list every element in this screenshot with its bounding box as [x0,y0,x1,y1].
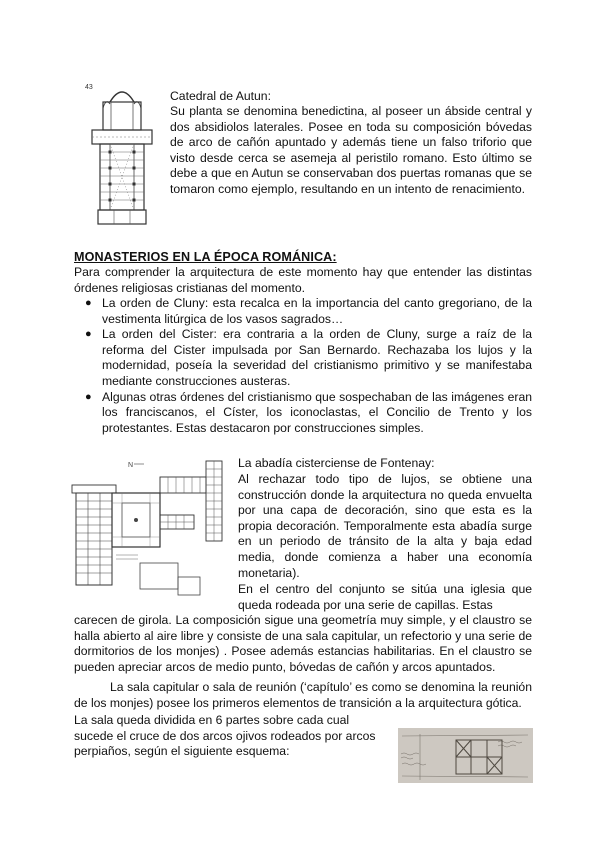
bullet-dot: ● [85,328,92,341]
bullet-dot: ● [85,390,92,403]
autun-title: Catedral de Autun: [170,89,271,103]
autun-floor-plan-image [84,80,160,228]
sala-division-paragraph: La sala queda dividida en 6 partes sobre cada cual sucede el cruce de dos arcos ojivos rodeados por arcos perpiaños, según el siguiente esquema: [74,713,376,759]
autun-description: Su planta se denomina benedictina, al poseer un ábside central y dos absidiolos laterales. Posee en toda su composición bóvedas de arco de cañón apuntado y además tiene un falso triforio que visto desde cerca se asemeja al peristilo romano. Esto último se debe a que en Autun se conservaban dos puertas romanas que se tomaron como ejemplo, resultando en un intento de renacimiento. [170,104,532,196]
list-item-other-orders [74,390,532,437]
vault-sketch-image [398,728,533,783]
monasterios-heading: MONASTERIOS EN LA ÉPOCA ROMÁNICA: [74,250,337,264]
fontenay-paragraph-2-rest: carecen de girola. La composición sigue una geometría muy simple, y el claustro se halla abierto al aire libre y consiste de una sala capitular, un refectorio y una serie de dormitorios de los monjes) . Posee además estancias habilitarias. En el claustro se pueden apreciar arcos de medio punto, bóvedas de cañón y arcos apuntados. [74,613,532,674]
north-label: N [128,462,134,469]
fontenay-title: La abadía cisterciense de Fontenay: [238,456,435,470]
list-item-text: La orden del Cister: era contraria a la orden de Cluny, surge a raíz de la reforma del Cister impulsada por San Bernardo. Rechazaba los lujos y la modernidad, poseía la severidad del cristianismo primitivo y se manifestaba mediante construcciones austeras. [102,327,532,388]
orders-list [74,296,532,436]
sala-capitular-paragraph: La sala capitular o sala de reunión (‘capítulo’ es como se denomina la reunión de los monjes) posee los primeros elementos de transición a la arquitectura gótica. [74,680,532,710]
list-item-cister [74,327,532,389]
list-item-text: La orden de Cluny: esta recalca en la importancia del canto gregoriano, de la vestimenta litúrgica de los vasos sagrados… [102,296,532,326]
autun-plan-label: 43 [85,84,93,91]
bullet-dot: ● [85,297,92,309]
fontenay-abbey-plan-image [70,455,230,601]
fontenay-paragraph-1: Al rechazar todo tipo de lujos, se obtiene una construcción donde la arquitectura no queda envuelta por una capa de decoración, sino que esta es la propia decoración. Temporalmente esta abadía surge en un periodo de tránsito de la alta y baja edad media, donde comienza a haber una economía monetaria). [238,472,532,580]
fontenay-paragraph-2-start: En el centro del conjunto se sitúa una iglesia que queda rodeada por una serie de capillas. Estas [238,582,532,612]
list-item-cluny [74,296,532,327]
list-item-text: Algunas otras órdenes del cristianismo que sospechaban de las imágenes eran los franciscanos, el Císter, los iconoclastas, el Concilio de Trento y los protestantes. Estas destacaron por construcciones simples. [102,389,532,435]
monasterios-intro: Para comprender la arquitectura de este momento hay que entender las distintas órdenes religiosas cristianas del momento. [74,265,532,295]
